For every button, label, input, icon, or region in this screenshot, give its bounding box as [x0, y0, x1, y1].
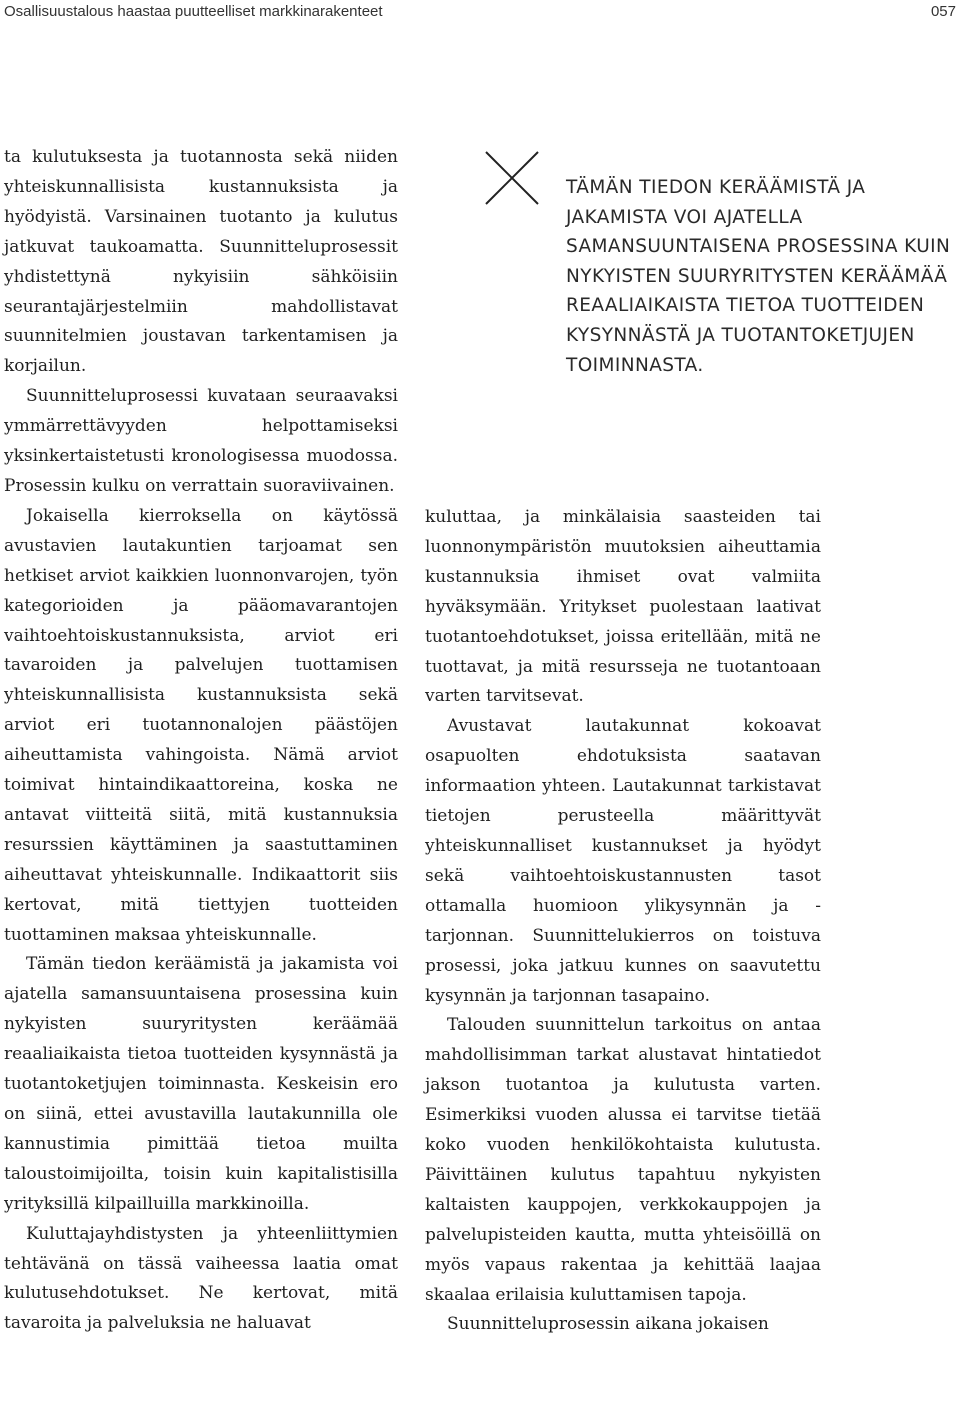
pull-quote: TÄMÄN TIEDON KERÄÄMISTÄ JA JAKAMISTA VOI AJATELLA SAMANSUUNTAISENA PROSESSINA KUIN NYKYISTEN SUURYRITYSTEN KERÄÄMÄÄ REAALIAIKAISTA TIETOA TUOTTEIDEN KYSYNNÄSTÄ JA TUOTANTOKETJUJEN TOIMINNASTA.	[566, 177, 951, 376]
paragraph: ta kulutuksesta ja tuotannosta sekä niiden yhteiskunnallisista kustannuksista ja hyödyistä. Varsinainen tuotanto ja kulutus jatkuvat taukoamatta. Suunnitteluprosessit yhdistettynä nykyisiin sähköisiin seurantajärjestelmiin mahdollistavat suunnitelmien joustavan tarkentamisen ja korjailun.	[4, 147, 398, 377]
paragraph: Tämän tiedon keräämistä ja jakamista voi ajatella samansuuntaisena prosessina kuin nykyisten suuryritysten keräämää reaaliaikaista tietoa tuotteiden kysynnästä ja tuotantoketjujen toiminnasta. Keskeisin ero on siinä, ettei avustavilla lautakunnilla ole kannustimia pimittää tietoa muilta taloustoimijoilta, toisin kuin kapitalistisilla yrityksillä kilpailluilla markkinoilla.	[4, 954, 398, 1214]
paragraph: Kuluttajayhdistysten ja yhteenliittymien tehtävänä on tässä vaiheessa laatia omat kulutusehdotukset. Ne kertovat, mitä tavaroita ja palveluksia ne haluavat	[4, 1223, 398, 1334]
running-header	[0, 0, 960, 26]
paragraph: kuluttaa, ja minkälaisia saasteiden tai luonnonympäristön muutoksien aiheuttamia kustannuksia ihmiset ovat valmiita hyväksymään. Yritykset puolestaan laativat tuotantoehdotukset, joissa eritellään, mitä ne tuottavat, ja mitä resursseja ne tuotantoaan varten tarvitsevat.	[425, 507, 821, 707]
paragraph: Suunnitteluprosessi kuvataan seuraavaksi ymmärrettävyyden helpottamiseksi yksinkertaistetusti kronologisessa muodossa. Prosessin kulku on verrattain suoraviivainen.	[4, 386, 398, 496]
paragraph: Talouden suunnittelun tarkoitus on antaa mahdollisimman tarkat alustavat hintatiedot jakson tuotantoa ja kulutusta varten. Esimerkiksi vuoden alussa ei tarvitse tietää koko vuoden henkilökohtaista kulutusta. Päivittäinen kulutus tapahtuu nykyisten kaltaisten kauppojen, verkkokauppojen ja palvelupisteiden kautta, mutta yhteisöillä on myös vapaus rakentaa ja kehittää laajaa skaalaa erilaisia kuluttamisen tapoja.	[425, 1015, 821, 1305]
right-column	[425, 503, 821, 1340]
left-column	[4, 143, 398, 1339]
paragraph: Suunnitteluprosessin aikana jokaisen	[447, 1314, 769, 1335]
paragraph: Avustavat lautakunnat kokoavat osapuolten ehdotuksista saatavan informaation yhteen. Lautakunnat tarkistavat tietojen perusteella määrittyvät yhteiskunnalliset kustannukset ja hyödyt sekä vaihtoehtoiskustannusten tasot ottamalla huomioon ylikysynnän ja -tarjonnan. Suunnittelukierros on toistuva prosessi, joka jatkuu kunnes on saavutettu kysynnän ja tarjonnan tasapaino.	[425, 716, 821, 1006]
chapter-title: Osallisuustalous haastaa puutteelliset markkinarakenteet	[4, 3, 383, 20]
x-mark-icon	[484, 150, 540, 206]
page-number: 057	[930, 3, 956, 20]
paragraph: Jokaisella kierroksella on käytössä avustavien lautakuntien tarjoamat sen hetkiset arviot kaikkien luonnonvarojen, työn kategorioiden ja pääomavarantojen vaihtoehtoiskustannuksista, arviot eri tavaroiden ja palvelujen tuottamisen yhteiskunnallisista kustannuksista sekä arviot eri tuotannonalojen päästöjen aiheuttamista vahingoista. Nämä arviot toimivat hintaindikaattoreina, koska ne antavat viitteitä siitä, mitä kustannuksia resurssien käyttäminen ja saastuttaminen aiheuttavat yhteiskunnalle. Indikaattorit siis kertovat, mitä tiettyjen tuotteiden tuottaminen maksaa yhteiskunnalle.	[4, 505, 398, 945]
